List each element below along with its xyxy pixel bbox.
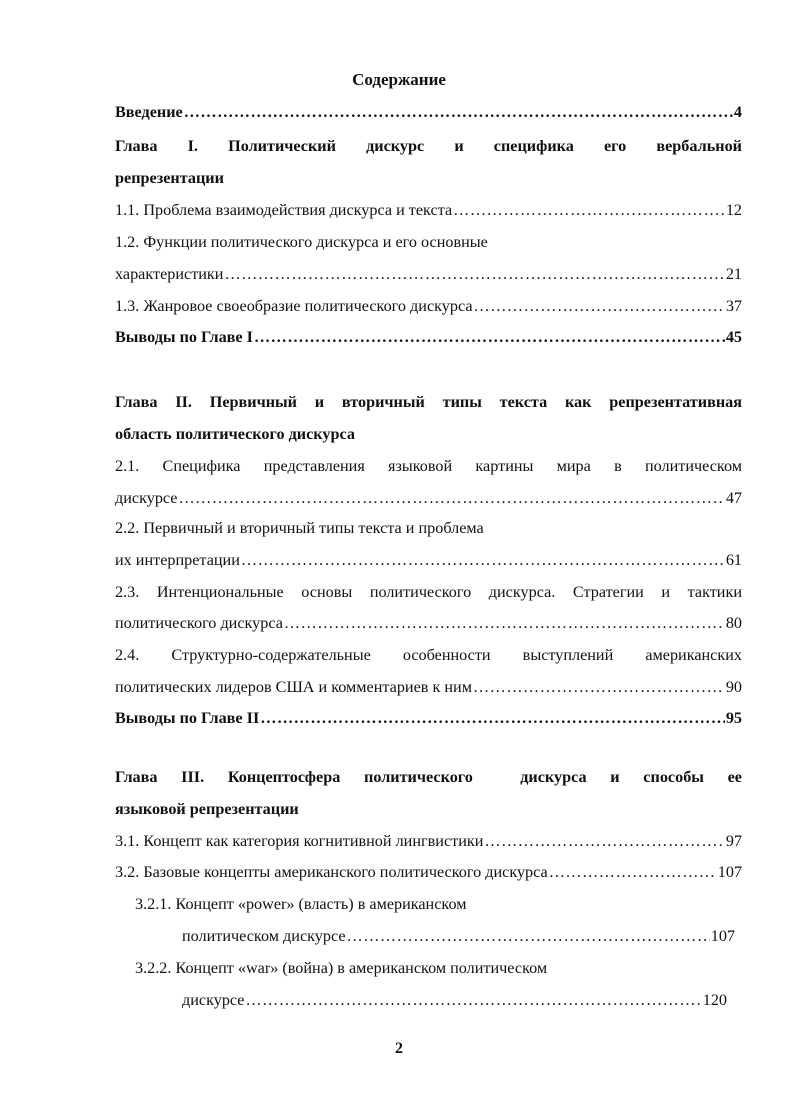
toc-entry-2-2-line1: 2.2. Первичный и вторичный типы текста и проблема bbox=[115, 519, 484, 537]
chapter-1-heading: Глава I. Политический дискурс и специфика его вербальной bbox=[115, 137, 742, 155]
toc-entry-text: Введение bbox=[115, 103, 183, 121]
toc-entry-3-2-1-line1: 3.2.1. Концепт «power» (власть) в американском bbox=[135, 895, 467, 913]
toc-page-number: 107 bbox=[710, 927, 735, 945]
page-number: 2 bbox=[395, 1040, 403, 1057]
leader-dots bbox=[245, 990, 701, 1010]
leader-dots bbox=[284, 613, 725, 633]
leader-dots bbox=[473, 677, 725, 697]
toc-page-number: 90 bbox=[725, 678, 742, 696]
toc-entry-3-2 bbox=[115, 862, 742, 882]
toc-entry-2-3 bbox=[115, 613, 742, 633]
toc-page-number: 4 bbox=[733, 103, 742, 121]
toc-entry-text: политического дискурса bbox=[115, 614, 283, 632]
toc-page-number: 37 bbox=[725, 297, 742, 315]
toc-page-number: 61 bbox=[725, 551, 742, 569]
toc-entry-3-2-2-line1: 3.2.2. Концепт «war» (война) в американском политическом bbox=[135, 959, 548, 977]
toc-page-number: 80 bbox=[725, 614, 742, 632]
chapter-3-heading: Глава III. Концептосфера политического дискурса и способы ее bbox=[115, 768, 742, 786]
toc-entry-text: их интерпретации bbox=[115, 551, 240, 569]
toc-entry-text: характеристики bbox=[115, 265, 224, 283]
toc-entry-text: Выводы по Главе I bbox=[115, 328, 253, 346]
leader-dots bbox=[453, 200, 725, 220]
toc-entry-2-1 bbox=[115, 488, 742, 508]
toc-entry-text: политическом дискурсе bbox=[182, 927, 346, 945]
chapter-3-heading-cont: языковой репрезентации bbox=[115, 800, 299, 818]
toc-entry-2-3-line1: 2.3. Интенциональные основы политического дискурса. Стратегии и тактики bbox=[115, 583, 742, 601]
toc-entry-text: 3.2. Базовые концепты американского политического дискурса bbox=[115, 863, 548, 881]
toc-entry-1-1 bbox=[115, 200, 742, 220]
toc-entry-2-4-line1: 2.4. Структурно-содержательные особенности выступлений американских bbox=[115, 646, 742, 664]
leader-dots bbox=[347, 926, 710, 946]
toc-page-number: 107 bbox=[717, 863, 742, 881]
leader-dots bbox=[224, 264, 724, 284]
leader-dots bbox=[184, 102, 733, 122]
toc-entry-text: дискурсе bbox=[182, 991, 245, 1009]
toc-entry-3-1 bbox=[115, 831, 742, 851]
toc-page-number: 12 bbox=[725, 201, 742, 219]
leader-dots bbox=[484, 831, 724, 851]
toc-entry-ch1-conclusion bbox=[115, 327, 742, 347]
toc-entry-1-2 bbox=[115, 264, 742, 284]
toc-page-number: 21 bbox=[725, 265, 742, 283]
toc-entry-text: дискурсе bbox=[115, 489, 178, 507]
leader-dots bbox=[260, 708, 725, 728]
chapter-2-heading: Глава II. Первичный и вторичный типы текста как репрезентативная bbox=[115, 393, 742, 411]
chapter-1-heading-cont: репрезентации bbox=[115, 169, 224, 187]
toc-entry-text: 1.3. Жанровое своеобразие политического дискурса bbox=[115, 297, 473, 315]
leader-dots bbox=[474, 296, 725, 316]
toc-entry-text: 3.1. Концепт как категория когнитивной лингвистики bbox=[115, 832, 484, 850]
leader-dots bbox=[241, 550, 725, 570]
leader-dots bbox=[254, 327, 725, 347]
toc-entry-2-1-line1: 2.1. Специфика представления языковой картины мира в политическом bbox=[115, 457, 742, 475]
toc-page-number: 95 bbox=[725, 709, 742, 727]
toc-entry-text: политических лидеров США и комментариев к ним bbox=[115, 678, 472, 696]
toc-page-number: 97 bbox=[725, 832, 742, 850]
toc-page-number: 120 bbox=[702, 991, 727, 1009]
toc-entry-text: Выводы по Главе II bbox=[115, 709, 260, 727]
toc-entry-3-2-2 bbox=[182, 990, 727, 1010]
leader-dots bbox=[178, 488, 724, 508]
toc-entry-intro bbox=[115, 102, 742, 122]
toc-title: Содержание bbox=[352, 70, 446, 89]
toc-entry-3-2-1 bbox=[182, 926, 735, 946]
toc-entry-1-2-line1: 1.2. Функции политического дискурса и его основные bbox=[115, 233, 488, 251]
toc-page-number: 47 bbox=[725, 489, 742, 507]
toc-entry-2-2 bbox=[115, 550, 742, 570]
chapter-2-heading-cont: область политического дискурса bbox=[115, 425, 355, 443]
toc-entry-2-4 bbox=[115, 677, 742, 697]
toc-entry-ch2-conclusion bbox=[115, 708, 742, 728]
leader-dots bbox=[549, 862, 717, 882]
toc-entry-text: 1.1. Проблема взаимодействия дискурса и текста bbox=[115, 201, 453, 219]
toc-entry-1-3 bbox=[115, 296, 742, 316]
toc-page-number: 45 bbox=[725, 328, 742, 346]
